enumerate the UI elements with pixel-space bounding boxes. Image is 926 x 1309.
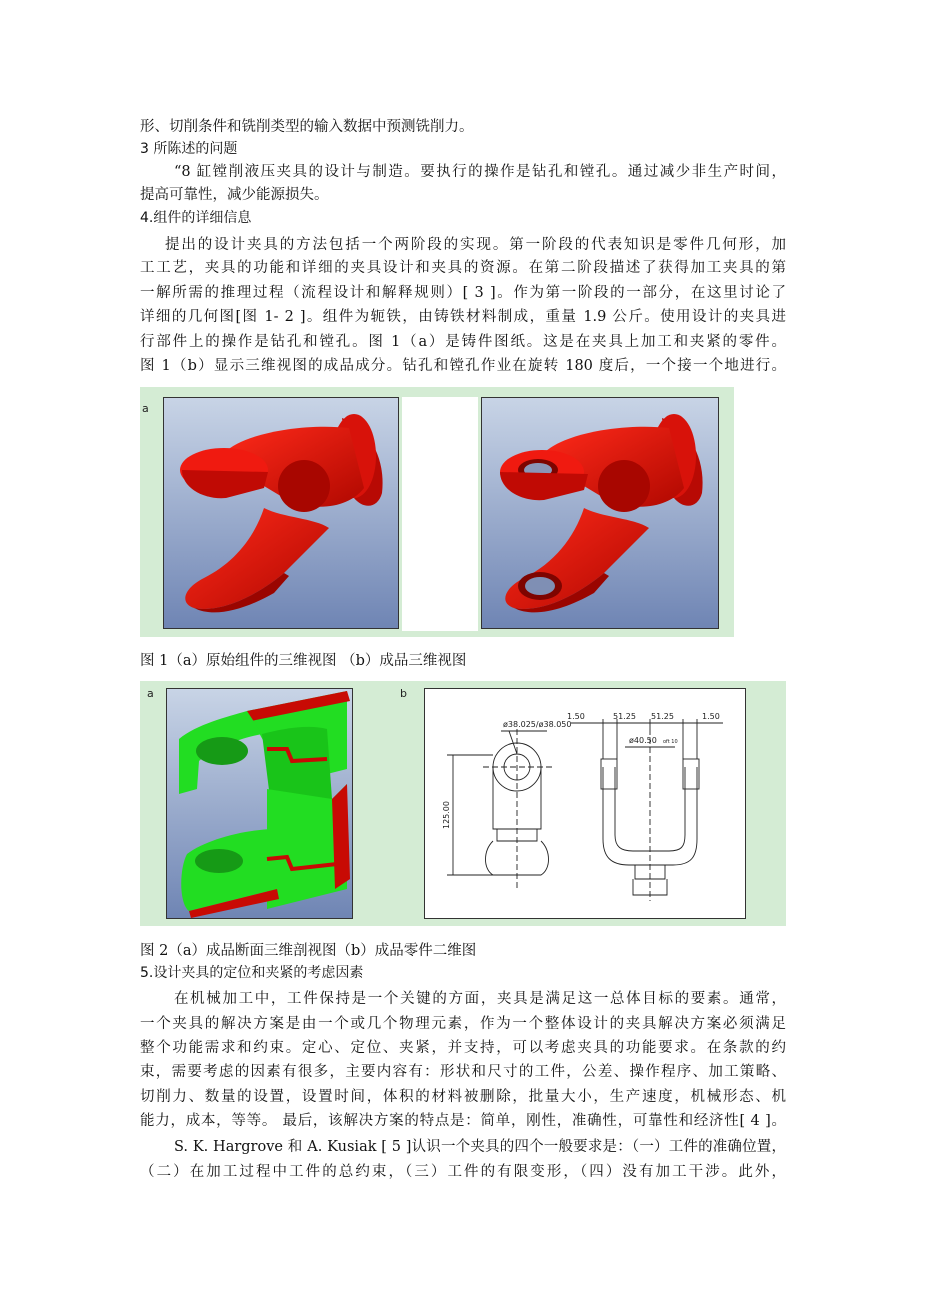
figure-1b-viewport [481, 397, 719, 629]
section-3d-image [167, 689, 352, 918]
dim-hole: ø40.50 [629, 736, 657, 745]
text-line: 提出的设计夹具的方法包括一个两阶段的实现。第一阶段的代表知识是零件几何形，加 [165, 237, 786, 253]
section-heading-5: 5.设计夹具的定位和夹紧的考虑因素 [140, 965, 364, 981]
text-line: S. K. Hargrove 和 A. Kusiak [ 5 ]认识一个夹具的四个一般要求是：（一）工件的准确位置， [174, 1139, 786, 1155]
figure-2 [140, 681, 786, 926]
text-line: “8 缸镗削液压夹具的设计与制造。要执行的操作是钻孔和镗孔。通过减少非生产时间， [174, 164, 786, 180]
dim-d4: 1.50 [702, 712, 720, 721]
finished-part-2d-drawing [425, 689, 745, 918]
figure-1-gap [402, 397, 478, 631]
text-line: （二）在加工过程中工件的总约束，（三）工件的有限变形，（四）没有加工干涉。此外， [140, 1164, 786, 1180]
dim-hole-note: oft 10 [663, 739, 678, 745]
text-line: 一个夹具的解决方案是由一个或几个物理元素，作为一个整体设计的夹具解决方案必须满足 [140, 1016, 786, 1032]
finished-yoke-3d-image [482, 398, 718, 628]
text-line: 切削力、数量的设置，设置时间，体积的材料被删除，批量大小，生产速度，机械形态、机 [140, 1089, 786, 1105]
dim-bore: ø38.025/ø38.050 [503, 720, 572, 729]
dim-d3: 51.25 [651, 712, 674, 721]
text-line: 形、切削条件和铣削类型的输入数据中预测铣削力。 [140, 119, 474, 135]
original-yoke-3d-image [164, 398, 398, 628]
text-line: 在机械加工中，工件保持是一个关键的方面，夹具是满足这一总体目标的要素。通常， [174, 991, 786, 1007]
text-line: 能力，成本，等等。 最后，该解决方案的特点是：简单，刚性，准确性，可靠性和经济性[ 4 ]。 [140, 1113, 786, 1129]
figure-1-label-a: a [142, 402, 149, 415]
dim-height: 125.00 [442, 801, 451, 829]
text-line: 详细的几何图[图 1- 2 ]。组件为轭铁，由铸铁材料制成，重量 1.9 公斤。使用设计的夹具进 [140, 309, 786, 325]
figure-2-caption: 图 2（a）成品断面三维剖视图（b）成品零件二维图 [140, 943, 477, 959]
text-line: 束，需要考虑的因素有很多，主要内容有：形状和尺寸的工件，公差、操作程序、加工策略、 [140, 1064, 786, 1080]
text-line: 工工艺，夹具的功能和详细的夹具设计和夹具的资源。在第二阶段描述了获得加工夹具的第 [140, 260, 786, 276]
dim-d1: 1.50 [567, 712, 585, 721]
section-heading-4: 4.组件的详细信息 [140, 210, 252, 226]
figure-2-label-a: a [147, 687, 154, 700]
figure-1a-viewport [163, 397, 399, 629]
text-line: 整个功能需求和约束。定心、定位、夹紧，并支持，可以考虑夹具的功能要求。在条款的约 [140, 1040, 786, 1056]
figure-1 [140, 387, 734, 637]
text-line: 图 1（b）显示三维视图的成品成分。钻孔和镗孔作业在旋转 180 度后，一个接一个地进行。 [140, 358, 786, 374]
text-line: 一解所需的推理过程（流程设计和解释规则）[ 3 ]。作为第一阶段的一部分，在这里讨论了 [140, 285, 786, 301]
text-line: 提高可靠性，减少能源损失。 [140, 187, 329, 203]
figure-1-caption: 图 1（a）原始组件的三维视图 （b）成品三维视图 [140, 653, 467, 669]
figure-2-label-b: b [400, 687, 407, 700]
dim-d2: 51.25 [613, 712, 636, 721]
section-heading-3: 3 所陈述的问题 [140, 141, 238, 157]
figure-2b-drawing [424, 688, 746, 919]
figure-2a-viewport [166, 688, 353, 919]
text-line: 行部件上的操作是钻孔和镗孔。图 1（a）是铸件图纸。这是在夹具上加工和夹紧的零件。 [140, 334, 786, 350]
